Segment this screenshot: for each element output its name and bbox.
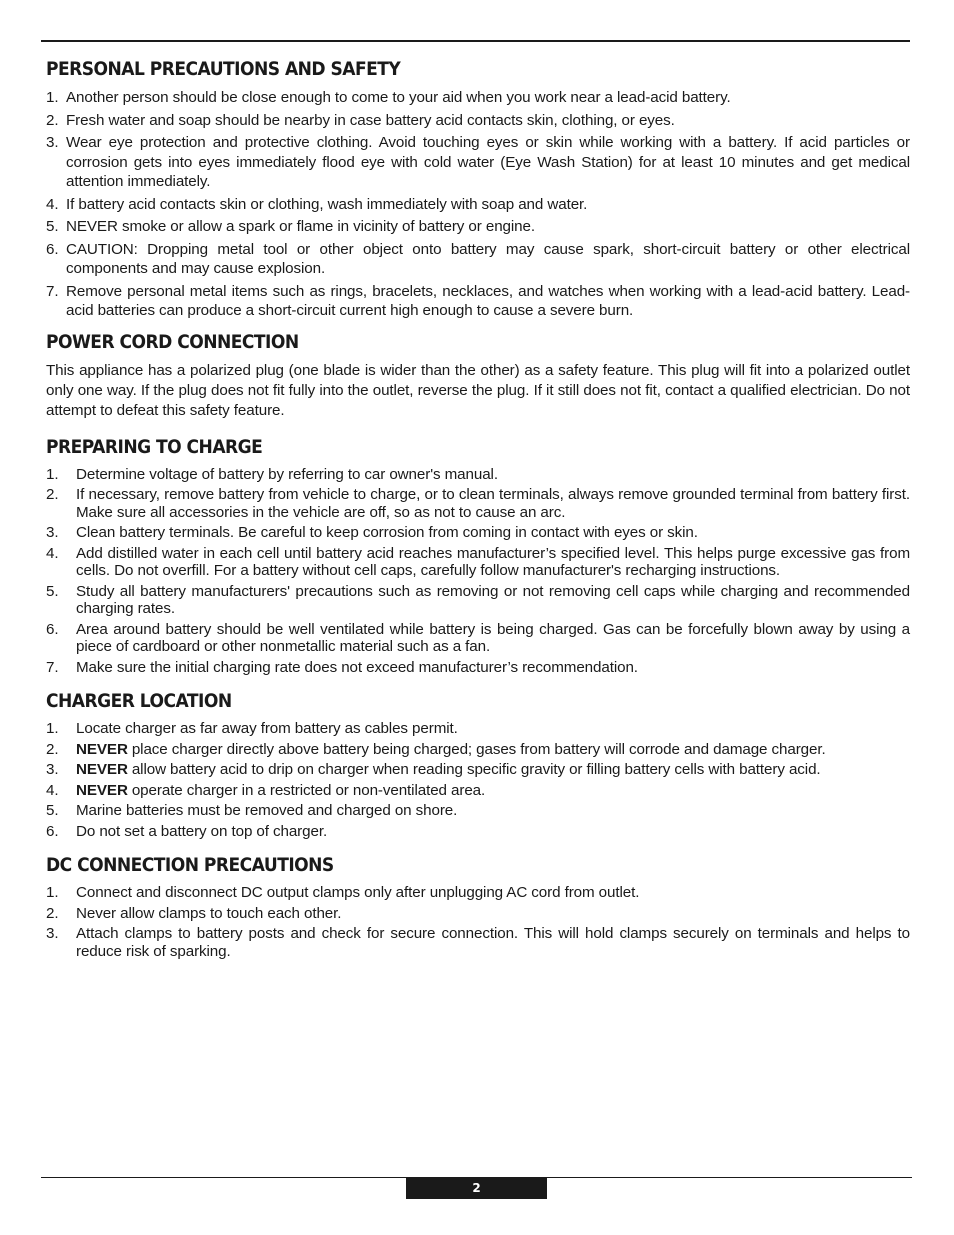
item-text [76,823,910,841]
section-title: CHARGER LOCATION [46,690,232,712]
item-number: 2. [46,111,59,129]
item-text: Clean battery terminals. Be careful to keep corrosion from coming in contact with eyes or skin. [76,524,698,541]
item-number: 2. [46,904,59,922]
item-text: Fresh water and soap should be nearby in case battery acid contacts skin, clothing, or eyes. [66,111,675,129]
list-item [46,545,910,580]
item-number: 2. [46,740,59,758]
section-personal-precautions [46,58,910,321]
item-text: Never allow clamps to touch each other. [76,904,342,922]
section-preparing-to-charge [46,436,910,677]
item-text: Add distilled water in each cell until battery acid reaches manufacturer’s specified level. This helps purge excessive gas from cells. Do not overfill. For a battery without cell caps, carefully follow manufacturer's recharging instructions. [76,544,910,579]
list-item [46,133,910,192]
item-text-body: allow battery acid to drip on charger when reading specific gravity or filling battery cells with battery acid. [131,761,821,778]
list-item [46,486,910,521]
list-item [46,802,910,820]
item-number: 6. [46,822,59,840]
item-text-body: Do not set a battery on top of charger. [76,822,328,840]
item-number: 3. [46,925,59,942]
item-text: Remove personal metal items such as rings, bracelets, necklaces, and watches when working with a lead-acid battery. Lead-acid batteries can produce a short-circuit current high enough to cause a severe burn. [66,282,910,319]
item-number: 4. [46,544,59,562]
list-item [46,111,910,131]
document-body [46,58,910,963]
warning-emphasis: NEVER [76,761,128,778]
list-item [46,282,910,321]
item-text: NEVER smoke or allow a spark or flame in vicinity of battery or engine. [66,218,535,235]
dc-connection-list [46,884,910,960]
top-rule [41,40,910,42]
item-text: Make sure the initial charging rate does not exceed manufacturer’s recommendation. [76,658,638,676]
precautions-list [46,88,910,321]
section-title: PREPARING TO CHARGE [46,435,263,458]
list-item [46,524,910,542]
list-item [46,466,910,484]
preparing-list [46,466,910,677]
list-item [46,741,910,759]
item-text-body: operate charger in a restricted or non-ventilated area. [131,781,486,799]
item-text-body: Marine batteries must be removed and charged on shore. [76,802,458,819]
section-paragraph: This appliance has a polarized plug (one blade is wider than the other) as a safety feature. This plug will fit into a polarized outlet only one way. If the plug does not fit fully into the outlet, reverse the plug. If it still does not fit, contact a qualified electrician. Do not attempt to defeat this safety feature. [46,361,910,419]
list-item [46,240,910,279]
item-number: 1. [46,884,59,901]
item-number: 6. [46,240,59,258]
item-number: 4. [46,781,59,799]
item-number: 5. [46,582,59,600]
list-item [46,925,910,960]
item-text: Determine voltage of battery by referring to car owner's manual. [76,465,498,483]
item-text: If necessary, remove battery from vehicle to charge, or to clean terminals, always remove grounded terminal from battery first. Make sure all accessories in the vehicle are off, so as not to cause an arc. [76,486,910,521]
section-dc-connection [46,854,910,960]
list-item [46,905,910,923]
item-number: 1. [46,720,59,737]
item-text-body: place charger directly above battery being charged; gases from battery will corrode and damage charger. [131,740,826,758]
item-number: 1. [46,89,59,106]
item-number: 3. [46,524,59,541]
list-item [46,761,910,779]
section-title: POWER CORD CONNECTION [46,330,299,353]
list-item [46,88,910,108]
item-text: Study all battery manufacturers' precautions such as removing or not removing cell caps while charging and recommended charging rates. [76,582,910,617]
item-text-body: Locate charger as far away from battery as cables permit. [76,720,458,737]
item-text [76,802,910,820]
page-number: 2 [406,1178,547,1199]
list-item [46,823,910,841]
item-number: 3. [46,761,59,778]
item-text: Area around battery should be well ventilated while battery is being charged. Gas can be forcefully blown away by using a piece of cardboard or other nonmetallic material such as a fan. [76,620,910,655]
item-number: 1. [46,465,59,483]
charger-location-list [46,720,910,840]
item-text [76,782,910,800]
item-text: Connect and disconnect DC output clamps only after unplugging AC cord from outlet. [76,884,640,901]
section-power-cord [46,331,910,421]
warning-emphasis: NEVER [76,781,128,799]
list-item [46,583,910,618]
item-number: 5. [46,802,59,819]
list-item [46,782,910,800]
list-item [46,720,910,738]
item-number: 4. [46,195,59,213]
item-number: 6. [46,620,59,638]
section-title: DC CONNECTION PRECAUTIONS [46,854,334,876]
item-number: 7. [46,658,59,676]
list-item [46,621,910,656]
section-charger-location [46,690,910,840]
item-number: 7. [46,282,59,300]
item-number: 3. [46,134,59,151]
section-title: PERSONAL PRECAUTIONS AND SAFETY [46,58,401,80]
item-text: Another person should be close enough to come to your aid when you work near a lead-acid battery. [66,89,731,106]
item-text [76,741,910,759]
item-text: If battery acid contacts skin or clothing, wash immediately with soap and water. [66,195,588,213]
item-number: 5. [46,218,59,235]
list-item [46,217,910,237]
item-text: CAUTION: Dropping metal tool or other object onto battery may cause spark, short-circuit battery or other electrical components and may cause explosion. [66,240,910,277]
warning-emphasis: NEVER [76,740,128,758]
item-number: 2. [46,486,59,503]
item-text [76,761,910,779]
list-item [46,195,910,215]
item-text: Wear eye protection and protective clothing. Avoid touching eyes or skin while working with a battery. If acid particles or corrosion gets into eyes immediately flood eye with cold water (Eye Wash Station) for at least 10 minutes and get medical attention immediately. [66,134,910,190]
list-item [46,884,910,902]
list-item [46,659,910,677]
item-text: Attach clamps to battery posts and check for secure connection. This will hold clamps securely on terminals and helps to reduce risk of sparking. [76,925,910,960]
item-text [76,720,910,738]
